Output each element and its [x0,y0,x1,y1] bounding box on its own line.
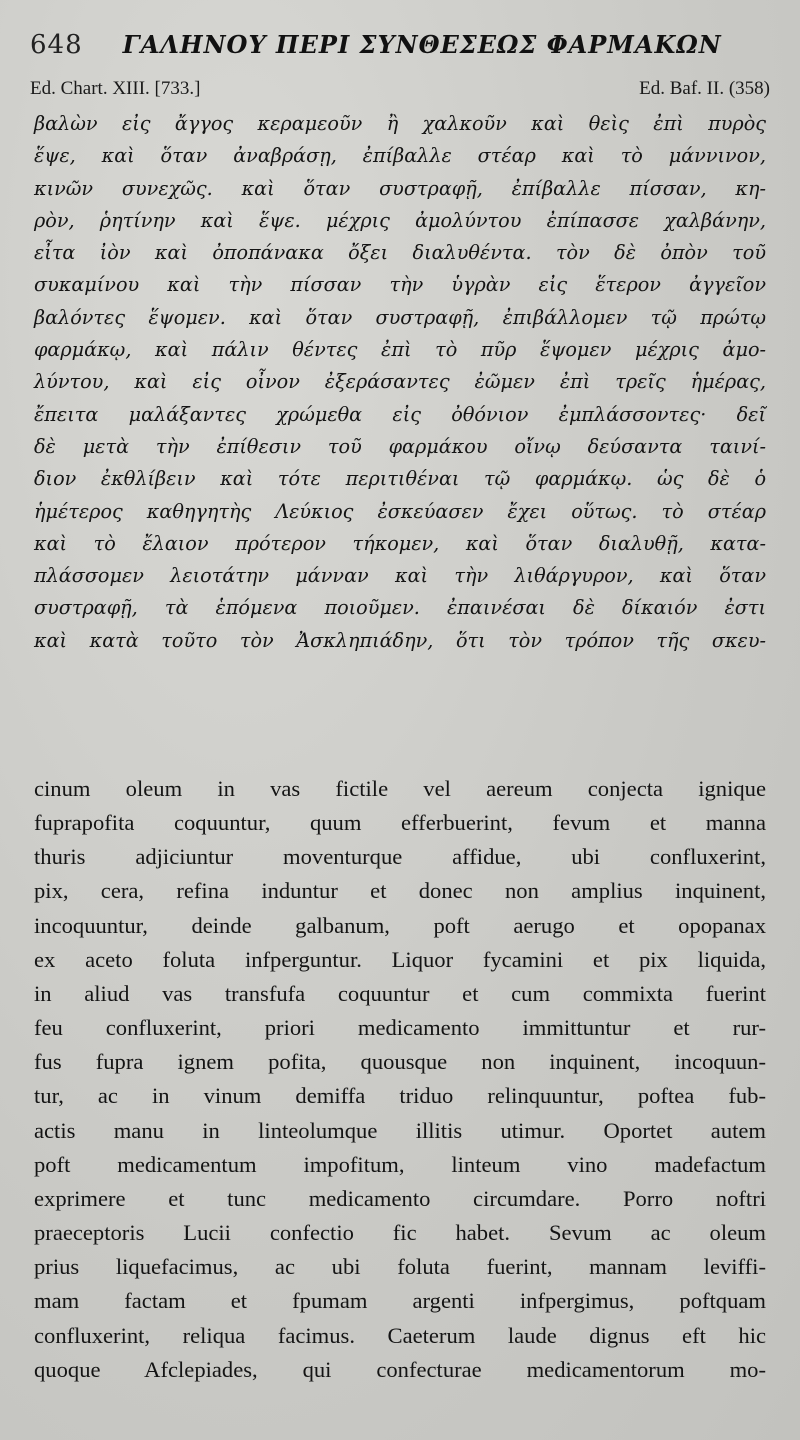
greek-line: καὶ κατὰ τοῦτο τὸν Ἀσκληπιάδην, ὅτι τὸν τρόπον τῆς σκευ- [34,628,766,652]
latin-line: quoque Afclepiades, qui confecturae medicamentorum mo- [34,1356,766,1382]
edition-chartier: Ed. Chart. XIII. [733.] [30,78,201,99]
greek-line: συκαμίνου καὶ τὴν πίσσαν τὴν ὑγρὰν εἰς ἕτερον ἀγγεῖον [34,273,766,297]
greek-line: κινῶν συνεχῶς. καὶ ὅταν συστραφῇ, ἐπίβαλλε πίσσαν, κη- [34,176,766,200]
greek-line: λύντου, καὶ εἰς οἶνον ἐξεράσαντες ἐῶμεν ἐπὶ τρεῖς ἡμέρας, [34,370,766,394]
page-number: 648 [30,30,83,60]
latin-line: confluxerint, reliqua facimus. Caeterum laude dignus eft hic [34,1322,766,1348]
edition-line [30,78,770,100]
greek-line: ἕψε, καὶ ὅταν ἀναβράσῃ, ἐπίβαλλε στέαρ καὶ τὸ μάννινον, [34,144,766,168]
latin-text-block [34,772,766,1387]
latin-line: tur, ac in vinum demiffa triduo relinquuntur, poftea fub- [34,1083,766,1109]
greek-line: πλάσσομεν λειοτάτην μάνναν καὶ τὴν λιθάργυρον, καὶ ὅταν [34,564,766,588]
greek-line: φαρμάκῳ, καὶ πάλιν θέντες ἐπὶ τὸ πῦρ ἕψομεν μέχρις ἀμο- [34,338,766,362]
latin-line: cinum oleum in vas fictile vel aereum conjecta ignique [34,776,766,801]
greek-line: καὶ τὸ ἔλαιον πρότερον τήκομεν, καὶ ὅταν διαλυθῇ, κατα- [34,531,766,555]
greek-line: ἡμέτερος καθηγητὴς Λεύκιος ἐσκεύασεν ἔχει οὕτως. τὸ στέαρ [34,499,766,523]
latin-line: fus fupra ignem pofita, quousque non inquinent, incoquun- [34,1049,766,1075]
edition-basel: Ed. Baf. II. (358) [639,78,770,99]
latin-line: pix, cera, refina induntur et donec non amplius inquinent, [34,878,766,904]
latin-line: prius liquefacimus, ac ubi foluta fuerint, mannam leviffi- [34,1254,766,1280]
greek-line: βαλὼν εἰς ἄγγος κεραμεοῦν ἢ χαλκοῦν καὶ θεὶς ἐπὶ πυρὸς [34,112,766,135]
running-title: ΓΑΛΗΝΟΥ ΠΕΡΙ ΣΥΝΘΕΣΕΩΣ ΦΑΡΜΑΚΩΝ [122,30,722,59]
latin-line: ex aceto foluta infperguntur. Liquor fycamini et pix liquida, [34,946,766,972]
latin-line: fuprapofita coquuntur, quum efferbuerint, fevum et manna [34,810,766,836]
latin-line: actis manu in linteolumque illitis utimur. Oportet autem [34,1117,766,1143]
greek-line: συστραφῇ, τὰ ἑπόμενα ποιοῦμεν. ἐπαινέσαι δὲ δίκαιόν ἐστι [34,596,766,620]
greek-text-block [34,108,766,657]
greek-line: ρὸν, ῥητίνην καὶ ἕψε. μέχρις ἀμολύντου ἐπίπασσε χαλβάνην, [34,208,766,232]
greek-line: διον ἐκθλίβειν καὶ τότε περιτιθέναι τῷ φαρμάκῳ. ὡς δὲ ὁ [34,467,766,491]
latin-line: poft medicamentum impofitum, linteum vino madefactum [34,1151,766,1177]
greek-line: δὲ μετὰ τὴν ἐπίθεσιν τοῦ φαρμάκου οἴνῳ δεύσαντα ταινί- [34,434,766,458]
greek-line: βαλόντες ἕψομεν. καὶ ὅταν συστραφῇ, ἐπιβάλλομεν τῷ πρώτῳ [34,305,766,329]
latin-line: in aliud vas transfufa coquuntur et cum commixta fuerint [34,980,766,1006]
latin-line: feu confluxerint, priori medicamento immittuntur et rur- [34,1015,766,1041]
greek-line: ἔπειτα μαλάξαντες χρώμεθα εἰς ὀθόνιον ἐμπλάσσοντες· δεῖ [34,402,766,426]
greek-line: εἶτα ἰὸν καὶ ὀποπάνακα ὄξει διαλυθέντα. τὸν δὲ ὀπὸν τοῦ [34,241,766,265]
latin-line: exprimere et tunc medicamento circumdare. Porro noftri [34,1185,766,1211]
latin-line: mam factam et fpumam argenti infpergimus, poftquam [34,1288,766,1314]
latin-line: incoquuntur, deinde galbanum, poft aerugo et opopanax [34,912,766,938]
running-head [30,30,770,70]
latin-line: thuris adjiciuntur moventurque affidue, ubi confluxerint, [34,844,766,870]
latin-line: praeceptoris Lucii confectio fic habet. Sevum ac oleum [34,1220,766,1246]
